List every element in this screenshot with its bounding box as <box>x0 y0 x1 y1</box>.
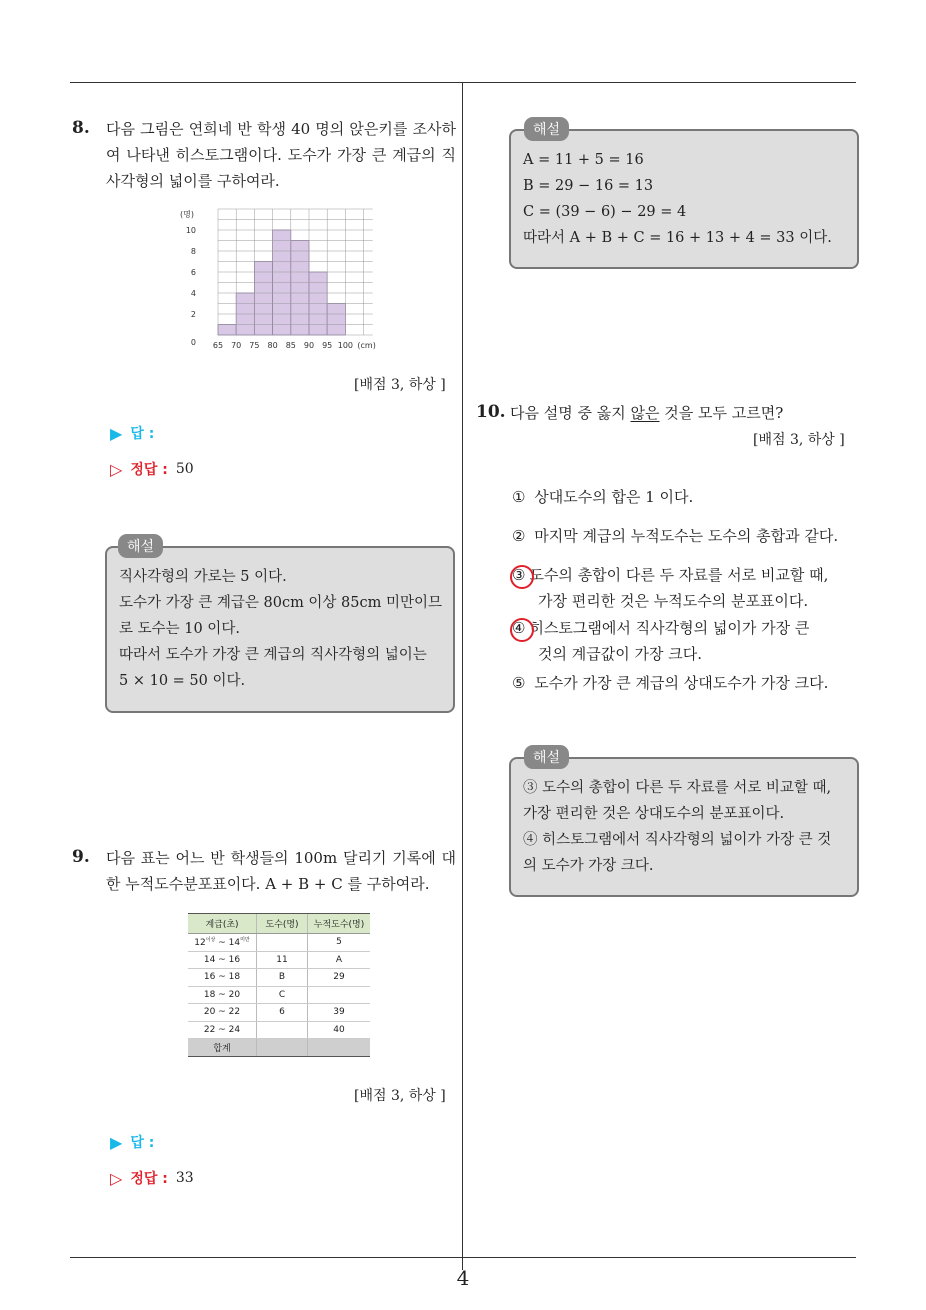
q10-option-1 <box>512 484 693 510</box>
explanation-line: ④ 히스토그램에서 직사각형의 넓이가 가장 큰 것 <box>523 832 832 848</box>
table-cell: 16 ~ 18 <box>188 969 257 987</box>
q8-correct-row <box>110 459 194 479</box>
table-row <box>188 951 370 969</box>
histogram-bar <box>291 241 309 336</box>
explanation-line: ③ 도수의 총합이 다른 두 자료를 서로 비교할 때, <box>523 780 832 796</box>
table-cell <box>257 1021 308 1039</box>
q9-explanation-lines <box>523 147 832 251</box>
explanation-line: C = (39 − 6) − 29 = 4 <box>523 204 687 220</box>
table-cell: $12^{이상}$ ~ $14^{미만}$ <box>188 934 257 952</box>
x-tick-label: 80 <box>267 341 278 350</box>
q10-text-underlined: 않은 <box>630 404 660 422</box>
top-rule <box>70 82 856 83</box>
suffix-high: 미만 <box>240 937 250 944</box>
table-cell: 6 <box>257 1004 308 1022</box>
q10-explanation-lines <box>523 775 831 879</box>
table-row <box>188 1004 370 1022</box>
histogram-bar <box>218 325 236 336</box>
histogram-bar <box>327 304 345 336</box>
option-line: 마지막 계급의 누적도수는 도수의 총합과 같다. <box>534 527 839 545</box>
q9-explanation-box <box>509 129 859 269</box>
q8-correct-value: 50 <box>175 461 194 477</box>
option-line: 상대도수의 합은 1 이다. <box>534 488 694 506</box>
q8-explanation-tag: 해설 <box>118 534 163 558</box>
q9-number: 9. <box>72 847 90 867</box>
q10-option-4 <box>512 615 809 667</box>
answer-circle-mark <box>510 565 534 589</box>
x-tick-label: 95 <box>322 341 333 350</box>
cumulative-frequency-table <box>188 913 370 1057</box>
x-tick-label: 85 <box>285 341 296 350</box>
y-tick-label: 6 <box>190 268 196 277</box>
q9-text: 다음 표는 어느 반 학생들의 100m 달리기 기록에 대한 누적도수분포표이다. A + B + C 를 구하여라. <box>106 849 456 893</box>
q10-explanation-box <box>509 757 859 897</box>
q9-answer-row <box>110 1132 154 1152</box>
q10-option-2 <box>512 523 838 549</box>
q10-number: 10. <box>476 402 506 422</box>
table-cell: 18 ~ 20 <box>188 986 257 1004</box>
table-header: 도수(명) <box>257 914 308 934</box>
q10-text <box>510 400 855 426</box>
option-mark: ⑤ <box>512 674 526 692</box>
bottom-rule <box>70 1257 856 1258</box>
table-total-row <box>188 1039 370 1057</box>
table-cell: 5 <box>308 934 371 952</box>
table-cell: 40 <box>308 1021 371 1039</box>
q9-correct-row <box>110 1168 194 1188</box>
explanation-line: 도수가 가장 큰 계급은 80cm 이상 85cm 미만이므 <box>119 595 443 611</box>
explanation-line: 로 도수는 10 이다. <box>119 621 240 637</box>
q9-explanation-tag: 해설 <box>524 117 569 141</box>
explanation-line: B = 29 − 16 = 13 <box>523 178 654 194</box>
y-tick-label: 0 <box>190 338 196 347</box>
table-cell: C <box>257 986 308 1004</box>
explanation-line: A = 11 + 5 = 16 <box>523 152 644 168</box>
explanation-line: 직사각형의 가로는 5 이다. <box>119 569 287 585</box>
explanation-line: 따라서 A + B + C = 16 + 13 + 4 = 33 이다. <box>523 230 832 246</box>
option-line: 가장 편리한 것은 누적도수의 분포표이다. <box>538 592 809 610</box>
table-header: 누적도수(명) <box>308 914 371 934</box>
q8-score: [배점 3, 하상 ] <box>354 377 446 393</box>
filled-triangle-icon: ▶ <box>110 423 123 443</box>
table-cell: 39 <box>308 1004 371 1022</box>
q8-answer-label: 답 : <box>130 426 155 442</box>
x-tick-label: 65 <box>212 341 224 350</box>
q8-number: 8. <box>72 118 90 138</box>
q10-text-before: 다음 설명 중 옳지 <box>510 404 631 422</box>
y-axis-label: (명) <box>180 210 194 219</box>
explanation-line: 의 도수가 가장 크다. <box>523 858 654 874</box>
answer-circle-mark <box>510 618 534 642</box>
x-tick-label: 75 <box>249 341 260 350</box>
q9-correct-label: 정답 : <box>130 1171 168 1187</box>
option-mark: ④ <box>512 619 526 637</box>
q9-answer-label: 답 : <box>130 1135 155 1151</box>
x-axis-label: (cm) <box>357 341 376 350</box>
table-cell: 11 <box>257 951 308 969</box>
q10-text-after: 것을 모두 고르면? <box>659 404 784 422</box>
q10-score: [배점 3, 하상 ] <box>753 432 845 448</box>
table-cell: 20 ~ 22 <box>188 1004 257 1022</box>
option-line: 히스토그램에서 직사각형의 넓이가 가장 큰 <box>529 619 810 637</box>
total-cell <box>308 1039 371 1057</box>
q10-explanation-tag: 해설 <box>524 745 569 769</box>
histogram <box>178 205 378 355</box>
y-tick-label: 4 <box>190 289 196 298</box>
q8-correct-label: 정답 : <box>130 462 168 478</box>
y-tick-label: 10 <box>185 226 196 235</box>
total-cell <box>257 1039 308 1057</box>
option-line: 도수가 가장 큰 계급의 상대도수가 가장 크다. <box>534 674 829 692</box>
table-row <box>188 969 370 987</box>
q10-option-5 <box>512 670 828 696</box>
explanation-line: 따라서 도수가 가장 큰 계급의 직사각형의 넓이는 <box>119 647 427 663</box>
q9-correct-value: 33 <box>175 1170 194 1186</box>
x-tick-label: 90 <box>303 341 315 350</box>
table-row <box>188 934 370 952</box>
column-divider <box>462 82 463 1270</box>
option-mark: ② <box>512 527 526 545</box>
q10-option-3 <box>512 562 828 614</box>
table-cell: 29 <box>308 969 371 987</box>
option-line: 것의 계급값이 가장 크다. <box>538 645 702 663</box>
option-mark: ① <box>512 488 526 506</box>
q9-score: [배점 3, 하상 ] <box>354 1088 446 1104</box>
table-cell <box>257 934 308 952</box>
page-number: 4 <box>456 1266 470 1290</box>
total-label: 합계 <box>188 1039 257 1057</box>
y-tick-label: 2 <box>190 310 196 319</box>
table-cell: B <box>257 969 308 987</box>
option-mark: ③ <box>512 566 526 584</box>
filled-triangle-icon: ▶ <box>110 1132 123 1152</box>
outline-triangle-icon: ▷ <box>110 1168 123 1188</box>
x-tick-label: 100 <box>337 341 354 350</box>
table-cell: 22 ~ 24 <box>188 1021 257 1039</box>
q8-explanation-box <box>105 546 455 713</box>
table-header: 계급(초) <box>188 914 257 934</box>
table-row <box>188 1021 370 1039</box>
outline-triangle-icon: ▷ <box>110 459 123 479</box>
histogram-bar <box>254 262 272 336</box>
table-cell: A <box>308 951 371 969</box>
q8-explanation-lines <box>119 564 442 694</box>
table-cell <box>308 986 371 1004</box>
table-cell: 14 ~ 16 <box>188 951 257 969</box>
explanation-line: 가장 편리한 것은 상대도수의 분포표이다. <box>523 806 785 822</box>
x-tick-label: 70 <box>231 341 242 350</box>
table-row <box>188 986 370 1004</box>
explanation-line: 5 × 10 = 50 이다. <box>119 673 246 689</box>
suffix-low: 이상 <box>205 937 216 944</box>
y-tick-label: 8 <box>190 247 196 256</box>
q8-answer-row <box>110 423 154 443</box>
option-line: 도수의 총합이 다른 두 자료를 서로 비교할 때, <box>529 566 829 584</box>
q8-text: 다음 그림은 연희네 반 학생 40 명의 앉은키를 조사하여 나타낸 히스토그램이다. 도수가 가장 큰 계급의 직사각형의 넓이를 구하여라. <box>106 120 456 190</box>
